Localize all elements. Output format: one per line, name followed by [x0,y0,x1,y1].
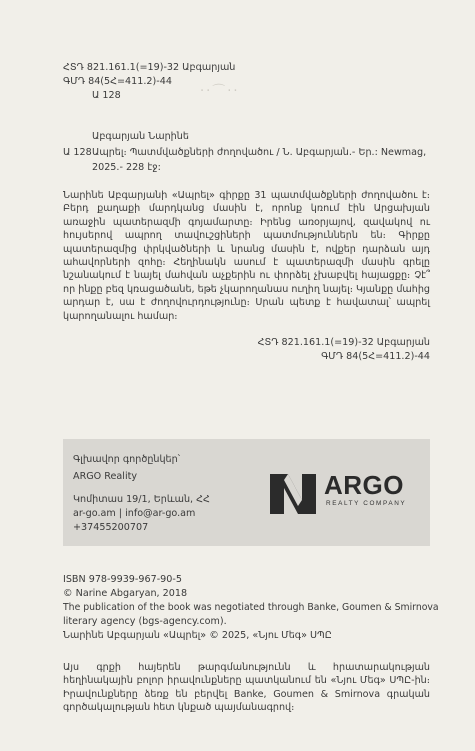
sponsor-company: ARGO Reality [73,471,138,482]
argo-logo-tagline: REALTY COMPANY [326,500,407,507]
bib-pages-line: 2025.- 228 էջ: [92,162,161,173]
classification-bbk: ԳՄԴ 84(5Հ=411.2)-44 [63,76,172,87]
classification-repeat-bbk: ԳՄԴ 84(5Հ=411.2)-44 [321,351,430,362]
classification-repeat-ldc: ՀՏԴ 821.161.1(=19)-32 Աբգարյան [257,337,430,348]
bib-title-line: Ապրել։ Պատմվածքների ժողովածու / Ն. Աբգարյան.- Եր.: Newmag, [92,147,427,158]
sponsor-web-email: ar-go.am | info@ar-go.am [73,508,196,519]
classification-ldc: ՀՏԴ 821.161.1(=19)-32 Աբգարյան [63,62,236,73]
sponsor-heading: Գլխավոր գործընկեր՝ [73,454,180,465]
sponsor-address: Կոմիտաս 19/1, Երևան, ՀՀ [73,494,210,505]
classification-code: Ա 128 [92,90,121,101]
argo-logo-icon [268,472,318,516]
annotation-paragraph: Նարինե Աբգարյանի «Ապրել» գիրքը 31 պատմվածքների ժողովածու է։ Բերդ քաղաքի մարդկանց մասին է, որոնք կռում էին Արցախյան առաջին պատերազմի գոյամարտը։ Իրենց առօրյայով, զավակով ու հույսերով ապրող տավուշցիների պատմություններն են։ Գիրքը պատերազմից փրկվածների և նրանց մասին է, ովքեր դարձան այդ ահավորների զոհը։ Հեղինակն ասում է պատերազմի մասին գրելը նշանակում է նայել մահվան աչքերին ու փորձել չխաբվել հայացքը։ Չէ՞ որ ինքը բեզ կռացածանե, եթե չկարողանաս ուղիղ նայել։ Կյանքը մահից արդար է, սա է ժողովուրդությունը։ Սրան պետք է հավատալ՝ ապրել կարողանալու համար։ [63,190,430,322]
bleed-through-mark: ··⌒·· [200,84,240,99]
copyright-translation: Նարինե Աբգարյան «Ապրել» © 2025, «Նյու Մեգ» ՍՊԸ [63,630,332,641]
sponsor-phone: +37455200707 [73,522,149,533]
isbn: ISBN 978-9939-967-90-5 [63,574,182,585]
agency-line-1: The publication of the book was negotiated through Banke, Goumen & Smirnova [63,602,439,613]
argo-logo-wordmark: ARGO [324,470,404,500]
agency-line-2: literary agency (bgs-agency.com). [63,616,227,627]
author-line: Աբգարյան Նարինե [92,131,189,142]
rights-note: Այս գրքի հայերեն թարգմանությունն և հրատարակության հեղինակային բոլոր իրավունքները պատկանում են «Նյու Մեգ» ՍՊԸ-ին։ Իրավունքները ձեռք են բերվել Banke, Goumen & Smirnova գրական գործակալության հետ կնքած պայմանագրով։ [63,662,430,714]
bib-code: Ա 128 [63,147,92,158]
copyright-author: © Narine Abgaryan, 2018 [63,588,188,599]
